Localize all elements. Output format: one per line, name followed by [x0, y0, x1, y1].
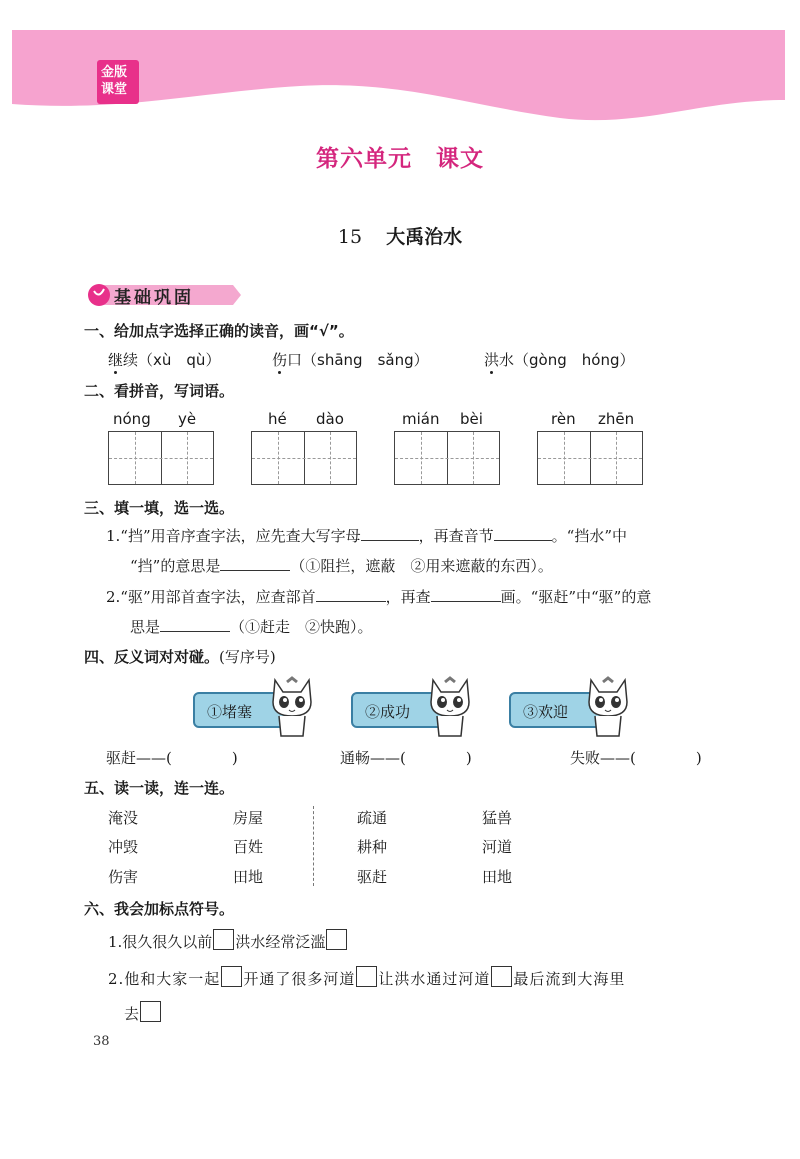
kitten-illustration [267, 672, 317, 738]
option-2: ②成功 [351, 692, 451, 728]
writing-grid-3[interactable] [394, 431, 500, 485]
antonym-item-1[interactable]: 驱赶——( ) [106, 749, 238, 767]
punct-box[interactable] [491, 966, 512, 987]
pinyin-2b: dào [316, 410, 344, 428]
antonym-item-3[interactable]: 失败——( ) [570, 749, 702, 767]
lesson-title [0, 222, 800, 249]
punct-box[interactable] [140, 1001, 161, 1022]
option-3: ③欢迎 [509, 692, 609, 728]
q1-heading: 一、给加点字选择正确的读音，画“√”。 [84, 322, 354, 340]
match-right-5[interactable]: 河道 [482, 838, 513, 856]
blank-meaning-1[interactable] [220, 570, 290, 571]
q4-heading: 四、反义词对对碰。(写序号) [84, 648, 276, 666]
blank-letter[interactable] [361, 540, 419, 541]
writing-grid-1[interactable] [108, 431, 214, 485]
match-left-6[interactable]: 驱赶 [357, 868, 388, 886]
q1-item-2: 伤口（shāng sǎng） [272, 351, 429, 369]
q3-heading: 三、填一填，选一选。 [84, 499, 235, 517]
punct-box[interactable] [221, 966, 242, 987]
punct-box[interactable] [356, 966, 377, 987]
option-1: ①堵塞 [193, 692, 293, 728]
pinyin-3b: bèi [460, 410, 483, 428]
match-right-4[interactable]: 猛兽 [482, 809, 513, 827]
pinyin-1b: yè [178, 410, 197, 428]
punct-sentence-1: 1.很久很久以前 洪水经常泛滥 [108, 929, 348, 952]
punct-sentence-2-end: 去 [124, 1001, 162, 1024]
q1-item-1: 继续（xù qù） [108, 351, 221, 369]
pinyin-4b: zhēn [598, 410, 635, 428]
pinyin-2a: hé [268, 410, 287, 428]
punct-box[interactable] [213, 929, 234, 950]
column-divider [313, 806, 314, 886]
publisher-logo: 金版 课堂 [97, 60, 139, 104]
punct-box[interactable] [326, 929, 347, 950]
lesson-name: 大禹治水 [386, 226, 463, 248]
lesson-number: 15 [337, 226, 363, 248]
blank-strokes[interactable] [431, 601, 501, 602]
q3-line-4: 思是 （①赶走 ②快跑）。 [130, 618, 373, 636]
q5-heading: 五、读一读，连一连。 [84, 779, 235, 797]
blank-syllable[interactable] [494, 540, 552, 541]
pinyin-1a: nóng [113, 410, 151, 428]
match-left-5[interactable]: 耕种 [357, 838, 388, 856]
pinyin-3a: mián [402, 410, 440, 428]
match-left-3[interactable]: 伤害 [108, 868, 139, 886]
kitten-illustration [425, 672, 475, 738]
match-right-3[interactable]: 田地 [233, 868, 264, 886]
unit-title: 第六单元 课文 [316, 146, 484, 172]
punct-sentence-2: 2.他和大家一起 开通了很多河道 让洪水通过河道 最后流到大海里 [108, 966, 625, 989]
q1-item-3: 洪水（gòng hóng） [484, 351, 635, 369]
q6-heading: 六、我会加标点符号。 [84, 900, 235, 918]
blank-radical[interactable] [316, 601, 386, 602]
kitten-illustration [583, 672, 633, 738]
page-number: 38 [93, 1034, 110, 1049]
match-left-1[interactable]: 淹没 [108, 809, 139, 827]
q3-line-2: “挡”的意思是 （①阻拦，遮蔽 ②用来遮蔽的东西）。 [130, 557, 553, 575]
pinyin-4a: rèn [551, 410, 576, 428]
writing-grid-2[interactable] [251, 431, 357, 485]
q2-heading: 二、看拼音，写词语。 [84, 382, 235, 400]
writing-grid-4[interactable] [537, 431, 643, 485]
match-right-6[interactable]: 田地 [482, 868, 513, 886]
q3-line-3: 2.“驱”用部首查字法，应查部首 ，再查 画。“驱赶”中“驱”的意 [106, 588, 652, 606]
blank-meaning-2[interactable] [160, 631, 230, 632]
match-right-1[interactable]: 房屋 [233, 809, 264, 827]
section-badge-label: 基础巩固 [114, 288, 194, 308]
q3-line-1: 1.“挡”用音序查字法，应先查大写字母 ，再查音节 。“挡水”中 [106, 527, 628, 545]
match-left-4[interactable]: 疏通 [357, 809, 388, 827]
antonym-item-2[interactable]: 通畅——( ) [340, 749, 472, 767]
match-left-2[interactable]: 冲毁 [108, 838, 139, 856]
match-right-2[interactable]: 百姓 [233, 838, 264, 856]
